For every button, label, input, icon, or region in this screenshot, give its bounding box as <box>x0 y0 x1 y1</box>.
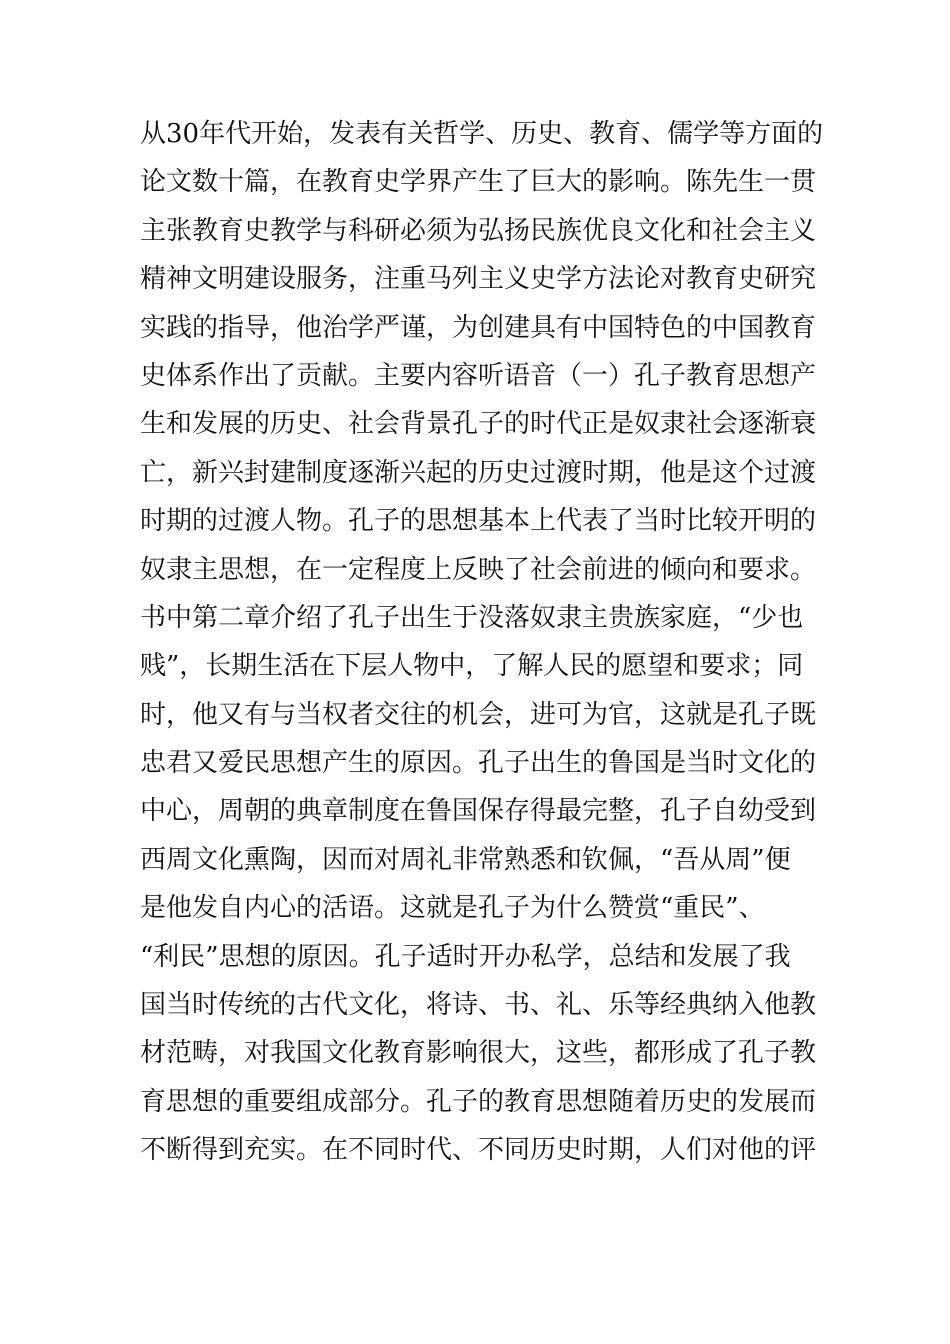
text-line: 是他发自内心的活语。这就是孔子为什么赞赏“重民”、 <box>140 893 765 924</box>
text-line: 西周文化熏陶，因而对周礼非常熟悉和钦佩，“吾从周”便 <box>140 844 791 875</box>
text-line: 不断得到充实。在不同时代、不同历史时期，人们对他的评 <box>140 1135 817 1166</box>
text-line: “利民”思想的原因。孔子适时开办私学，总结和发展了我 <box>140 941 791 972</box>
text-line: 史体系作出了贡献。主要内容听语音（一）孔子教育思想产 <box>140 360 817 391</box>
body-text <box>140 110 824 1175</box>
text-line: 奴隶主思想，在一定程度上反映了社会前进的倾向和要求。 <box>140 554 817 585</box>
text-line: 时，他又有与当权者交往的机会，进可为官，这就是孔子既 <box>140 699 817 730</box>
text-line: 亡，新兴封建制度逐渐兴起的历史过渡时期，他是这个过渡 <box>140 457 817 488</box>
text-line: 书中第二章介绍了孔子出生于没落奴隶主贵族家庭，“少也 <box>140 602 804 633</box>
text-line: 忠君又爱民思想产生的原因。孔子出生的鲁国是当时文化的 <box>140 748 817 779</box>
text-line: 精神文明建设服务，注重马列主义史学方法论对教育史研究 <box>140 264 817 295</box>
text-line: 从30年代开始，发表有关哲学、历史、教育、儒学等方面的 <box>140 119 824 149</box>
text-line: 生和发展的历史、社会背景孔子的时代正是奴隶社会逐渐衰 <box>140 409 817 440</box>
text-line: 育思想的重要组成部分。孔子的教育思想随着历史的发展而 <box>140 1086 817 1117</box>
text-line: 论文数十篇，在教育史学界产生了巨大的影响。陈先生一贯 <box>140 167 817 198</box>
text-line: 实践的指导，他治学严谨，为创建具有中国特色的中国教育 <box>140 312 817 343</box>
text-line: 中心，周朝的典章制度在鲁国保存得最完整，孔子自幼受到 <box>140 796 817 827</box>
text-line: 材范畴，对我国文化教育影响很大，这些，都形成了孔子教 <box>140 1038 817 1069</box>
text-line: 贱”，长期生活在下层人物中，了解人民的愿望和要求；同 <box>140 651 804 682</box>
text-line: 国当时传统的古代文化，将诗、书、礼、乐等经典纳入他教 <box>140 990 817 1021</box>
text-line: 主张教育史教学与科研必须为弘扬民族优良文化和社会主义 <box>140 215 817 246</box>
text-line: 时期的过渡人物。孔子的思想基本上代表了当时比较开明的 <box>140 506 817 537</box>
